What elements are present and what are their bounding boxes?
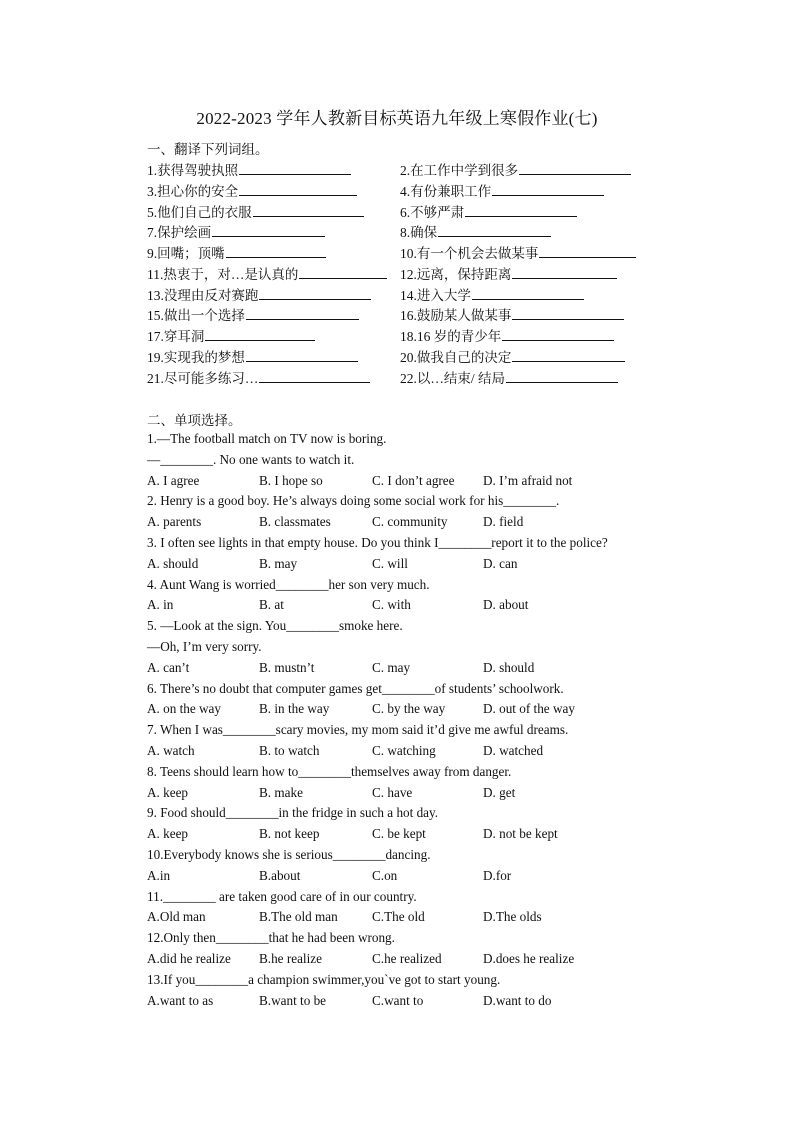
- phrase-item: [400, 264, 617, 285]
- phrase-text: 20.做我自己的决定: [400, 350, 512, 365]
- answer-blank[interactable]: [438, 222, 551, 237]
- phrase-item: [400, 305, 624, 326]
- answer-blank[interactable]: [246, 305, 359, 320]
- answer-option[interactable]: B. make: [259, 785, 303, 800]
- answer-option[interactable]: A. can’t: [147, 660, 190, 675]
- answer-option[interactable]: C. I don’t agree: [372, 473, 455, 488]
- answer-blank[interactable]: [205, 326, 315, 341]
- answer-option[interactable]: A. parents: [147, 514, 202, 529]
- phrase-row: [147, 347, 657, 368]
- answer-option[interactable]: C. watching: [372, 743, 436, 758]
- answer-option[interactable]: D. watched: [483, 743, 544, 758]
- phrase-item: [400, 326, 614, 347]
- phrase-row: [147, 264, 657, 285]
- phrase-text: 10.有一个机会去做某事: [400, 246, 539, 261]
- answer-blank[interactable]: [539, 243, 636, 258]
- answer-blank[interactable]: [239, 160, 351, 175]
- answer-option[interactable]: C. may: [372, 660, 411, 675]
- answer-option[interactable]: D. about: [483, 597, 529, 612]
- question-text: 3. I often see lights in that empty house. Do you think I________report it to the police?: [147, 535, 608, 550]
- answer-blank[interactable]: [502, 326, 614, 341]
- phrase-item: [147, 326, 315, 347]
- phrase-row: [147, 285, 657, 306]
- answer-option[interactable]: A. keep: [147, 826, 189, 841]
- answer-option[interactable]: D. not be kept: [483, 826, 558, 841]
- answer-blank[interactable]: [259, 368, 370, 383]
- answer-blank[interactable]: [512, 347, 625, 362]
- phrase-item: [147, 222, 325, 243]
- answer-option[interactable]: D.The olds: [483, 909, 542, 924]
- answer-option[interactable]: A.did he realize: [147, 951, 231, 966]
- answer-option[interactable]: C.he realized: [372, 951, 442, 966]
- phrase-item: [400, 160, 631, 181]
- phrase-item: [147, 160, 351, 181]
- phrase-text: 9.回嘴；顶嘴: [147, 246, 225, 261]
- phrase-item: [400, 181, 604, 202]
- answer-option[interactable]: B. not keep: [259, 826, 320, 841]
- question-text: 5. —Look at the sign. You________smoke here.: [147, 618, 403, 633]
- phrase-text: 8.确保: [400, 225, 438, 240]
- phrase-text: 14.进入大学: [400, 288, 471, 303]
- answer-option[interactable]: C. community: [372, 514, 448, 529]
- answer-option[interactable]: A. I agree: [147, 473, 200, 488]
- question-text: 11.________ are taken good care of in our country.: [147, 889, 417, 904]
- question-text: 1.—The football match on TV now is boring.: [147, 431, 387, 446]
- question-text: 12.Only then________that he had been wrong.: [147, 930, 395, 945]
- answer-option[interactable]: C.The old: [372, 909, 425, 924]
- answer-option[interactable]: A.in: [147, 868, 171, 883]
- phrase-text: 7.保护绘画: [147, 225, 212, 240]
- phrase-text: 4.有份兼职工作: [400, 184, 492, 199]
- answer-blank[interactable]: [246, 347, 358, 362]
- answer-option[interactable]: B. at: [259, 597, 284, 612]
- question-text: 7. When I was________scary movies, my mom said it’d give me awful dreams.: [147, 722, 569, 737]
- phrase-item: [400, 243, 636, 264]
- answer-blank[interactable]: [259, 285, 371, 300]
- answer-option[interactable]: D. can: [483, 556, 518, 571]
- answer-option[interactable]: B. to watch: [259, 743, 320, 758]
- answer-blank[interactable]: [253, 202, 364, 217]
- answer-option[interactable]: D. get: [483, 785, 516, 800]
- phrase-text: 15.做出一个选择: [147, 308, 245, 323]
- answer-option[interactable]: B.he realize: [259, 951, 322, 966]
- answer-option[interactable]: A. on the way: [147, 701, 221, 716]
- answer-option[interactable]: D. field: [483, 514, 524, 529]
- phrase-row: [147, 305, 657, 326]
- answer-option[interactable]: B. mustn’t: [259, 660, 315, 675]
- phrase-item: [147, 347, 358, 368]
- answer-option[interactable]: A. in: [147, 597, 174, 612]
- answer-blank[interactable]: [299, 264, 387, 279]
- answer-blank[interactable]: [472, 285, 584, 300]
- question-text: 2. Henry is a good boy. He’s always doing some social work for his________.: [147, 493, 560, 508]
- phrase-item: [400, 222, 551, 243]
- phrase-text: 2.在工作中学到很多: [400, 163, 519, 178]
- answer-option[interactable]: B. in the way: [259, 701, 330, 716]
- question-text: —________. No one wants to watch it.: [147, 452, 355, 467]
- phrase-item: [147, 264, 387, 285]
- answer-option[interactable]: B. classmates: [259, 514, 331, 529]
- answer-blank[interactable]: [239, 181, 357, 196]
- question-text: 13.If you________a champion swimmer,you`ve got to start young.: [147, 972, 501, 987]
- answer-option[interactable]: D. out of the way: [483, 701, 575, 716]
- question-text: 8. Teens should learn how to________themselves away from danger.: [147, 764, 512, 779]
- phrase-item: [400, 368, 618, 389]
- answer-option[interactable]: C. with: [372, 597, 411, 612]
- answer-option[interactable]: C. have: [372, 785, 413, 800]
- answer-option[interactable]: C.want to: [372, 993, 424, 1008]
- answer-blank[interactable]: [506, 368, 618, 383]
- answer-option[interactable]: A.Old man: [147, 909, 206, 924]
- question-text: —Oh, I’m very sorry.: [147, 639, 262, 654]
- phrase-text: 3.担心你的安全: [147, 184, 239, 199]
- phrase-text: 1.获得驾驶执照: [147, 163, 239, 178]
- phrase-item: [400, 202, 577, 223]
- answer-blank[interactable]: [226, 243, 326, 258]
- phrase-row: [147, 368, 657, 389]
- phrase-text: 22.以…结束/ 结局: [400, 371, 506, 386]
- question-text: 10.Everybody knows she is serious________dancing.: [147, 847, 431, 862]
- question-text: 6. There’s no doubt that computer games get________of students’ schoolwork.: [147, 681, 564, 696]
- phrase-item: [400, 285, 584, 306]
- answer-option[interactable]: C.on: [372, 868, 398, 883]
- answer-option[interactable]: B.The old man: [259, 909, 338, 924]
- answer-option[interactable]: B. may: [259, 556, 298, 571]
- answer-option[interactable]: D. should: [483, 660, 535, 675]
- answer-option[interactable]: A. should: [147, 556, 199, 571]
- phrase-text: 12.远离，保持距离: [400, 267, 512, 282]
- phrase-text: 21.尽可能多练习…: [147, 371, 259, 386]
- phrase-row: [147, 181, 657, 202]
- answer-option[interactable]: B.about: [259, 868, 301, 883]
- phrase-row: [147, 243, 657, 264]
- answer-option[interactable]: B. I hope so: [259, 473, 323, 488]
- answer-option[interactable]: C. will: [372, 556, 408, 571]
- answer-option[interactable]: D.want to do: [483, 993, 552, 1008]
- phrase-row: [147, 160, 657, 181]
- phrase-item: [147, 181, 357, 202]
- answer-blank[interactable]: [212, 222, 325, 237]
- phrase-text: 16.鼓励某人做某事: [400, 308, 512, 323]
- question-text: 9. Food should________in the fridge in such a hot day.: [147, 805, 439, 820]
- phrase-item: [147, 202, 364, 223]
- answer-blank[interactable]: [519, 160, 631, 175]
- phrase-item: [147, 243, 326, 264]
- answer-option[interactable]: D.for: [483, 868, 512, 883]
- phrase-text: 19.实现我的梦想: [147, 350, 245, 365]
- answer-blank[interactable]: [512, 305, 624, 320]
- question-text: 4. Aunt Wang is worried________her son very much.: [147, 577, 430, 592]
- phrase-item: [147, 368, 370, 389]
- phrase-row: [147, 326, 657, 347]
- answer-option[interactable]: A.want to as: [147, 993, 214, 1008]
- answer-option[interactable]: B.want to be: [259, 993, 327, 1008]
- answer-option[interactable]: A. watch: [147, 743, 195, 758]
- page-title: 2022-2023 学年人教新目标英语九年级上寒假作业(七): [196, 109, 598, 128]
- answer-blank[interactable]: [512, 264, 617, 279]
- answer-option[interactable]: D. I’m afraid not: [483, 473, 573, 488]
- phrase-text: 18.16 岁的青少年: [400, 329, 502, 344]
- answer-option[interactable]: D.does he realize: [483, 951, 575, 966]
- phrase-row: [147, 202, 657, 223]
- phrase-text: 6.不够严肃: [400, 205, 465, 220]
- phrase-item: [147, 305, 359, 326]
- phrase-text: 11.热衷于，对…是认真的: [147, 267, 299, 282]
- answer-blank[interactable]: [492, 181, 604, 196]
- answer-option[interactable]: C. by the way: [372, 701, 446, 716]
- phrase-item: [400, 347, 625, 368]
- phrase-text: 17.穿耳洞: [147, 329, 205, 344]
- answer-option[interactable]: A. keep: [147, 785, 189, 800]
- phrase-row: [147, 222, 657, 243]
- section1-heading: 一、翻译下列词组。: [147, 142, 269, 157]
- answer-blank[interactable]: [465, 202, 577, 217]
- section2-heading: 二、单项选择。: [147, 413, 242, 428]
- phrase-item: [147, 285, 371, 306]
- phrase-text: 13.没理由反对赛跑: [147, 288, 259, 303]
- answer-option[interactable]: C. be kept: [372, 826, 426, 841]
- phrase-text: 5.他们自己的衣服: [147, 205, 252, 220]
